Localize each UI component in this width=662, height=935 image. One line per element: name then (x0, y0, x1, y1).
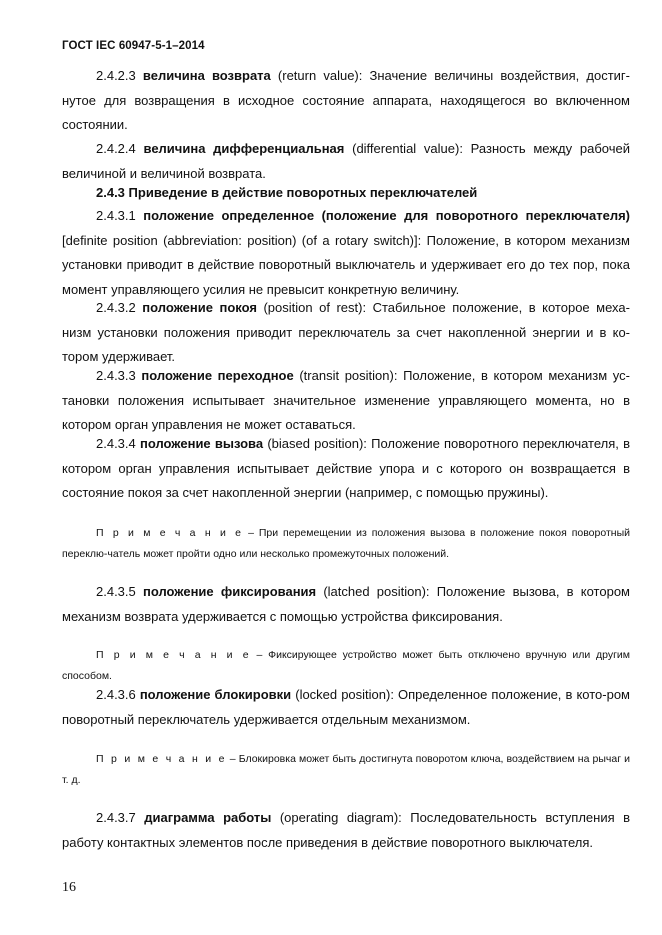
note-label: П р и м е ч а н и е (96, 527, 244, 539)
note-text: – Блокировка может быть достигнута поворотом ключа, воздействием на рычаг и т. д. (62, 753, 630, 786)
clause-number: 2.4.3.7 (96, 810, 136, 825)
paragraph-2-4-3-4 (62, 432, 630, 506)
clause-number: 2.4.3.1 (96, 208, 136, 223)
clause-number: 2.4.3.2 (96, 300, 136, 315)
clause-number: 2.4.3.4 (96, 436, 136, 451)
section-number: 2.4.3 (96, 185, 125, 200)
paragraph-2-4-3-2 (62, 296, 630, 370)
term: положение покоя (142, 300, 257, 315)
term: положение определенное (положение для поворотного переключателя) (143, 208, 630, 223)
clause-text: (latched position): Положение вызова, в котором механизм возврата удерживается с помощью устройства фиксирования. (62, 584, 630, 624)
page-number: 16 (62, 880, 76, 895)
clause-text: (position of rest): Стабильное положение, в которое меха-низм установки положения приводит переключатель за счет накопленной энергии и в ко-тором удерживает. (62, 300, 630, 364)
note-1 (62, 523, 630, 565)
term: положение блокировки (139, 687, 292, 702)
term: величина возврата (142, 68, 271, 83)
term: диаграмма работы (144, 810, 272, 825)
section-title-2-4-3 (62, 181, 630, 206)
section-heading: Приведение в действие поворотных переключателей (128, 185, 478, 200)
clause-text: (operating diagram): Последовательность вступления в работу контактных элементов после приведения в действие поворотного выключателя. (62, 810, 630, 850)
paragraph-2-4-3-3 (62, 364, 630, 438)
clause-text: [definite position (abbreviation: position) (of a rotary switch)]: Положение, в котором механизм установки приводит в действие поворотный выключатель и удерживает его до тех пор, пока момент управляющего усилия не превысит конкретную величину. (62, 232, 630, 297)
clause-text: (differential value): Разность между рабочей величиной и величиной возврата. (62, 141, 630, 181)
term: положение фиксирования (142, 584, 317, 599)
paragraph-2-4-3-7 (62, 806, 630, 855)
clause-text: (biased position): Положение поворотного переключателя, в котором орган управления испытывает действие упора и с которого он возвращается в состояние покоя за счет накопленной энергии (например, с помощью пружины). (62, 436, 630, 500)
term: положение переходное (141, 368, 294, 383)
note-label: П р и м е ч а н и е (96, 649, 251, 661)
note-text: – При перемещении из положения вызова в положение покоя поворотный переклю-чатель может пройти одно или несколько промежуточных положений. (62, 527, 630, 560)
clause-text: (locked position): Определенное положение, в кото-ром поворотный переключатель удерживается отдельным механизмом. (62, 687, 630, 727)
paragraph-2-4-2-3 (62, 64, 630, 138)
clause-text: (return value): Значение величины воздействия, достиг-нутое для возвращения в исходное состояние аппарата, находящегося во включенном состоянии. (62, 68, 630, 132)
note-text: – Фиксирующее устройство может быть отключено вручную или другим способом. (62, 649, 630, 682)
clause-number: 2.4.3.5 (96, 584, 136, 599)
note-2 (62, 645, 630, 687)
term: положение вызова (139, 436, 264, 451)
clause-number: 2.4.3.3 (96, 368, 136, 383)
document-header: ГОСТ IEC 60947-5-1–2014 (62, 40, 205, 52)
paragraph-2-4-2-4 (62, 137, 630, 186)
note-3 (62, 749, 630, 791)
paragraph-2-4-3-1 (62, 204, 630, 302)
paragraph-2-4-3-6 (62, 683, 630, 732)
note-label: П р и м е ч а н и е (96, 753, 227, 765)
paragraph-2-4-3-5 (62, 580, 630, 629)
term: величина дифференциальная (143, 141, 345, 156)
clause-number: 2.4.3.6 (96, 687, 136, 702)
clause-text: (transit position): Положение, в котором механизм ус-тановки положения испытывает значительное изменение управляющего момента, но в котором орган управления не может оставаться. (62, 368, 630, 432)
clause-number: 2.4.2.3 (96, 68, 136, 83)
clause-number: 2.4.2.4 (96, 141, 136, 156)
